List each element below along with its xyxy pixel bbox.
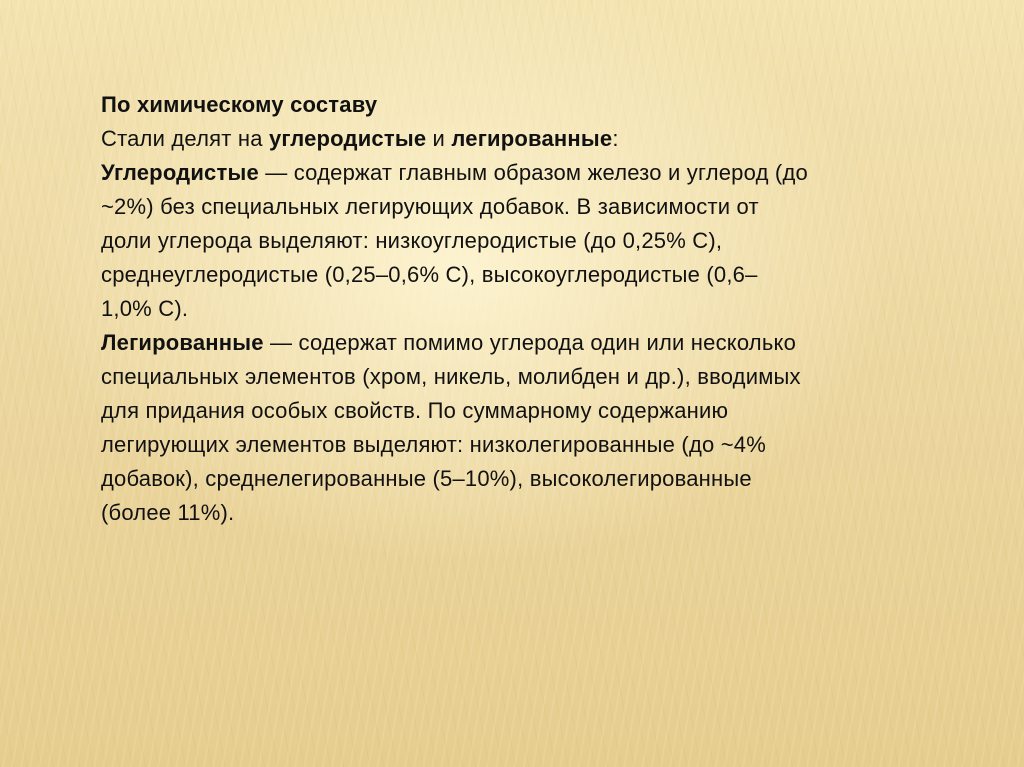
alloy-line-2: специальных элементов (хром, никель, молибден и др.), вводимых [101,364,801,389]
alloy-line-1 [101,326,931,360]
carbon-line-3: доли углерода выделяют: низкоуглеродистые (до 0,25% С), [101,228,723,253]
carbon-text-1: — содержат главным образом железо и углерод (до [258,160,808,185]
alloy-line-6: (более 11%). [101,500,235,525]
heading: По химическому составу [101,92,378,117]
intro-middle: и [426,126,452,151]
alloy-line-5: добавок), среднелегированные (5–10%), высоколегированные [101,466,752,491]
alloy-term: Легированные [101,330,264,355]
term-alloy: легированные [451,126,613,151]
carbon-line-2: ~2%) без специальных легирующих добавок. В зависимости от [101,194,759,219]
carbon-line-4: среднеуглеродистые (0,25–0,6% С), высокоуглеродистые (0,6– [101,262,758,287]
alloy-line-4: легирующих элементов выделяют: низколегированные (до ~4% [101,432,766,457]
carbon-line-5: 1,0% С). [101,296,189,321]
intro-suffix: : [612,126,619,151]
carbon-line-1 [101,156,931,190]
term-carbon: углеродистые [268,126,427,151]
carbon-term: Углеродистые [101,160,259,185]
alloy-text-1: — содержат помимо углерода один или несколько [263,330,797,355]
alloy-line-3: для придания особых свойств. По суммарному содержанию [101,398,729,423]
intro-line [101,122,931,156]
slide-text [101,88,931,530]
intro-prefix: Стали делят на [101,126,269,151]
